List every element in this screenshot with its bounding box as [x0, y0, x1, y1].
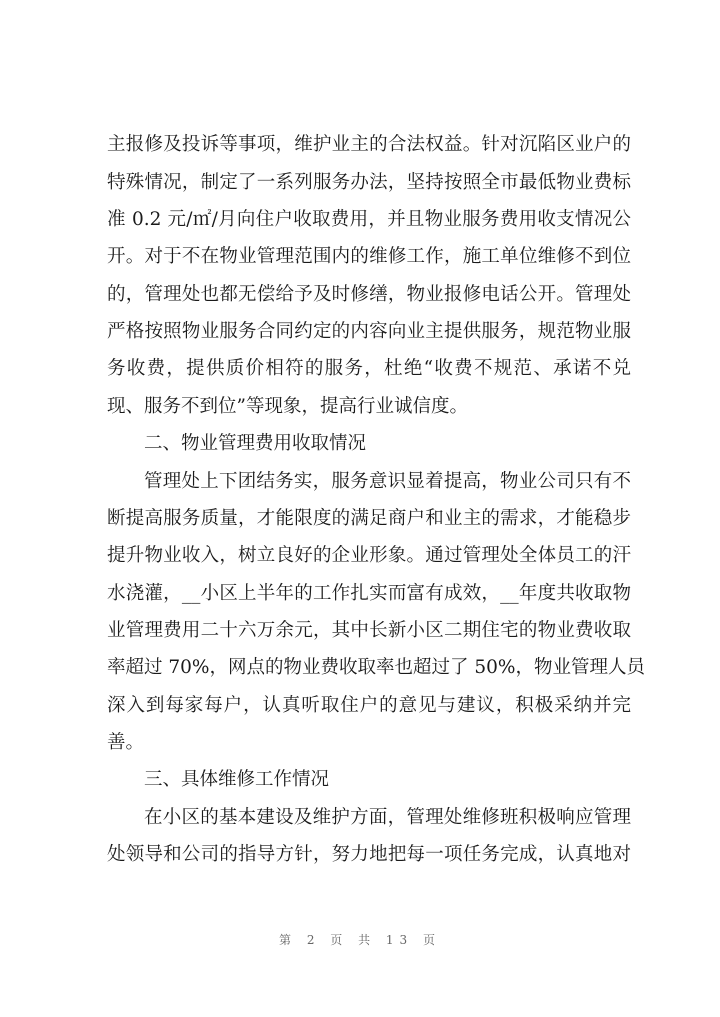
text-line: 率超过 70%，网点的物业费收取率也超过了 50%，物业管理人员 — [107, 657, 646, 678]
text-line: 业管理费用二十六万余元，其中长新小区二期住宅的物业费收取 — [107, 620, 631, 641]
text-line: 深入到每家每户，认真听取住户的意见与建议，积极采纳并完 — [107, 695, 631, 716]
text-line: 的，管理处也都无偿给予及时修缮，物业报修电话公开。管理处 — [107, 284, 631, 305]
text-line: 严格按照物业服务合同约定的内容向业主提供服务，规范物业服 — [107, 321, 631, 342]
text-line: 特殊情况，制定了一系列服务办法，坚持按照全市最低物业费标 — [107, 172, 631, 193]
section-heading: 三、具体维修工作情况 — [144, 769, 330, 790]
text-line: 务收费，提供质价相符的服务，杜绝“收费不规范、承诺不兑 — [107, 358, 631, 379]
page-number-footer: 第 2 页 共 13 页 — [279, 933, 441, 947]
text-line: 主报修及投诉等事项，维护业主的合法权益。针对沉陷区业户的 — [107, 134, 631, 155]
text-line: 提升物业收入，树立良好的企业形象。通过管理处全体员工的汗 — [107, 545, 631, 566]
text-line: 开。对于不在物业管理范围内的维修工作，施工单位维修不到位 — [107, 246, 631, 267]
text-line: 准 0.2 元/㎡/月向住户收取费用，并且物业服务费用收支情况公 — [107, 209, 631, 230]
text-line: 处领导和公司的指导方针，努力地把每一项任务完成，认真地对 — [107, 844, 631, 865]
text-line: 断提高服务质量，才能限度的满足商户和业主的需求，才能稳步 — [107, 508, 631, 529]
text-line: 善。 — [107, 732, 145, 753]
text-line: 水浇灌，__小区上半年的工作扎实而富有成效，__年度共收取物 — [107, 583, 631, 604]
text-line: 现、服务不到位”等现象，提高行业诚信度。 — [107, 396, 468, 417]
text-line: 管理处上下团结务实，服务意识显着提高，物业公司只有不 — [144, 471, 631, 492]
text-line: 在小区的基本建设及维护方面，管理处维修班积极响应管理 — [144, 807, 631, 828]
section-heading: 二、物业管理费用收取情况 — [144, 433, 367, 454]
